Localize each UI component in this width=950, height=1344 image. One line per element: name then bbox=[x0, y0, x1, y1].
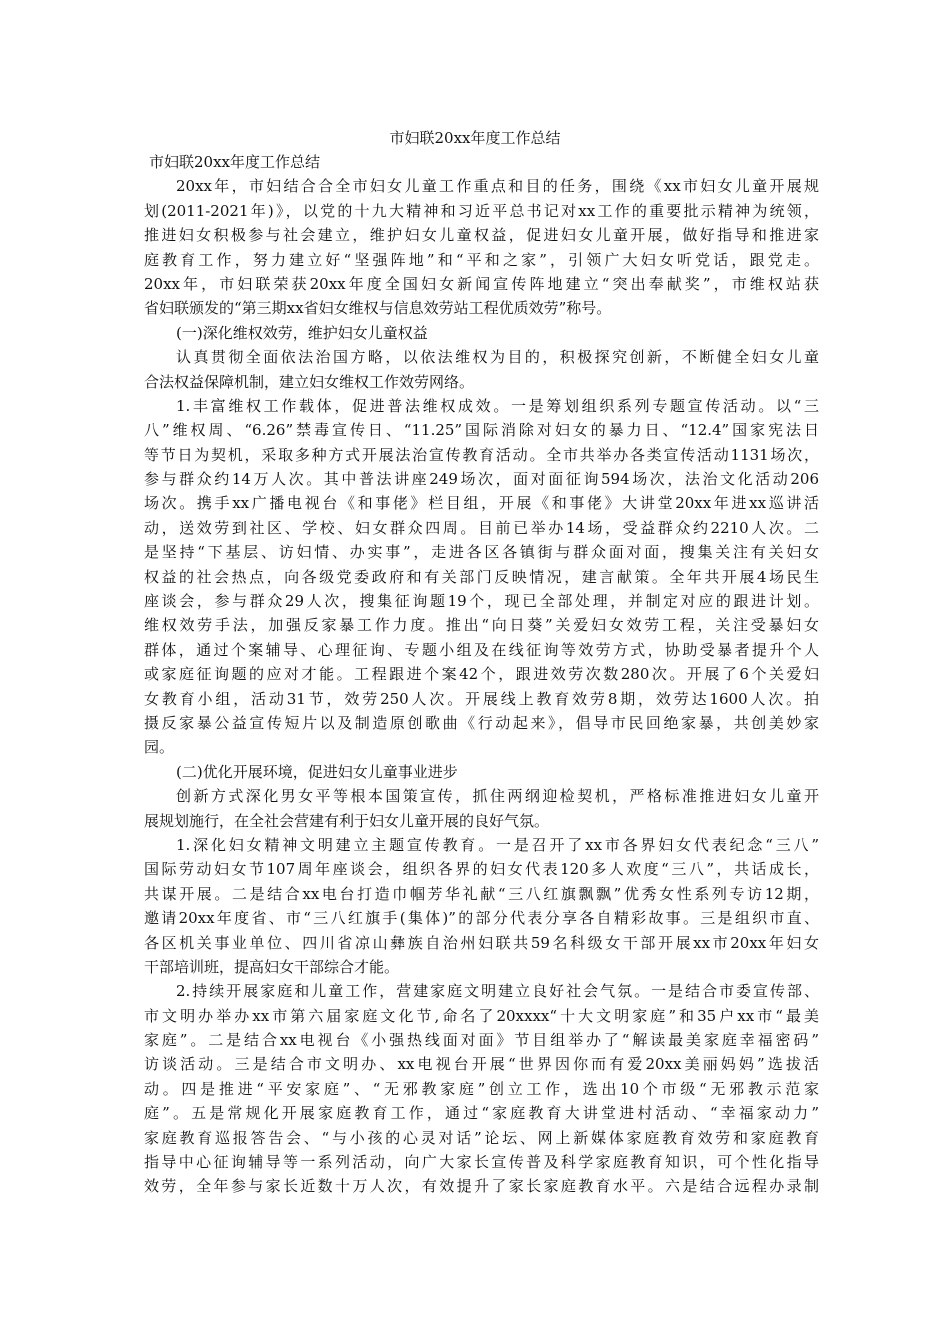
paragraph-line: 场次。携手xx广播电视台《和事佬》栏目组，开展《和事佬》大讲堂20xx年进xx巡讲活 bbox=[144, 494, 819, 513]
paragraph-line: 访谈活动。三是结合市文明办、xx电视台开展“世界因你而有爱20xx美丽妈妈”选拔活 bbox=[144, 1055, 819, 1074]
paragraph-line: 庭教育工作，努力建立好“坚强阵地”和“平和之家”，引领广大妇女听党话，跟党走。 bbox=[144, 250, 819, 269]
paragraph-line: 20xx年，市妇结合合全市妇女儿童工作重点和目的任务，围绕《xx市妇女儿童开展规 bbox=[176, 177, 819, 196]
paragraph-line: 20xx年，市妇联荣获20xx年度全国妇女新闻宣传阵地建立“突出奉献奖”，市维权站获 bbox=[144, 274, 819, 293]
paragraph-line: 2.持续开展家庭和儿童工作，营建家庭文明建立良好社会气氛。一是结合市委宣传部、 bbox=[176, 982, 819, 1001]
paragraph-line: 1.深化妇女精神文明建立主题宣传教育。一是召开了xx市各界妇女代表纪念“三八” bbox=[176, 835, 819, 854]
paragraph-line: 邀请20xx年度省、市“三八红旗手(集体)”的部分代表分享各自精彩故事。三是组织市直、 bbox=[144, 909, 819, 928]
paragraph-line: 摄反家暴公益宣传短片以及制造原创歌曲《行动起来》，倡导市民回绝家暴，共创美妙家 bbox=[144, 713, 819, 732]
paragraph-line: 家庭”。二是结合xx电视台《小强热线面对面》节目组举办了“解读最美家庭幸福密码” bbox=[144, 1031, 819, 1050]
paragraph-line: 划(2011-2021年)》，以党的十九大精神和习近平总书记对xx工作的重要批示精神为统领， bbox=[144, 201, 819, 220]
paragraph-line: 合法权益保障机制，建立妇女维权工作效劳网络。 bbox=[144, 372, 475, 391]
paragraph-line: 八”维权周、“6.26”禁毒宣传日、“11.25”国际消除对妇女的暴力日、“12.4”国家宪法日 bbox=[144, 421, 819, 440]
paragraph-line: 指导中心征询辅导等一系列活动，向广大家长宣传普及科学家庭教育知识，可个性化指导 bbox=[144, 1153, 819, 1172]
paragraph-line: 女教育小组，活动31节，效劳250人次。开展线上教育效劳8期，效劳达1600人次。拍 bbox=[144, 689, 819, 708]
paragraph-line: 各区机关事业单位、四川省凉山彝族自治州妇联共59名科级女干部开展xx市20xx年妇女 bbox=[144, 933, 819, 952]
paragraph-line: 是坚持“下基层、访妇情、办实事”，走进各区各镇街与群众面对面，搜集关注有关妇女 bbox=[144, 543, 819, 562]
paragraph-line: 家庭教育巡报答告会、“与小孩的心灵对话”论坛、网上新媒体家庭教育效劳和家庭教育 bbox=[144, 1128, 819, 1147]
paragraph-line: 座谈会，参与群众29人次，搜集征询题19个，现已全部处理，并制定对应的跟进计划。 bbox=[144, 592, 819, 611]
document-subtitle: 市妇联20xx年度工作总结 bbox=[149, 153, 321, 171]
paragraph-line: 庭”。五是常规化开展家庭教育工作，通过“家庭教育大讲堂进村活动、“幸福家动力” bbox=[144, 1104, 819, 1123]
document-title: 市妇联20xx年度工作总结 bbox=[389, 129, 561, 147]
section-heading: (一)深化维权效劳，维护妇女儿童权益 bbox=[176, 323, 428, 342]
paragraph-line: 动。四是推进“平安家庭”、“无邪教家庭”创立工作，选出10个市级“无邪教示范家 bbox=[144, 1079, 819, 1098]
paragraph-line: 参与群众约14万人次。其中普法讲座249场次，面对面征询594场次，法治文化活动206 bbox=[144, 470, 819, 489]
paragraph-line: 推进妇女积极参与社会建立，维护妇女儿童权益，促进妇女儿童开展，做好指导和推进家 bbox=[144, 226, 819, 245]
paragraph-line: 1.丰富维权工作载体，促进普法维权成效。一是筹划组织系列专题宣传活动。以“三 bbox=[176, 396, 819, 415]
paragraph-line: 动，送效劳到社区、学校、妇女群众四周。目前已举办14场，受益群众约2210人次。二 bbox=[144, 518, 819, 537]
section-heading: (二)优化开展环境，促进妇女儿童事业进步 bbox=[176, 762, 458, 781]
paragraph-line: 展规划施行，在全社会营建有利于妇女儿童开展的良好气氛。 bbox=[144, 811, 550, 830]
paragraph-line: 或家庭征询题的应对才能。工程跟进个案42个，跟进效劳次数280次。开展了6个关爱妇 bbox=[144, 665, 819, 684]
paragraph-line: 干部培训班，提高妇女干部综合才能。 bbox=[144, 957, 400, 976]
paragraph-line: 群体，通过个案辅导、心理征询、专题小组及在线征询等效劳方式，协助受暴者提升个人 bbox=[144, 640, 819, 659]
paragraph-line: 市文明办举办xx市第六届家庭文化节,命名了20xxxx“十大文明家庭”和35户xx市“最美 bbox=[144, 1006, 819, 1025]
paragraph-line: 认真贯彻全面依法治国方略，以依法维权为目的，积极探究创新，不断健全妇女儿童 bbox=[176, 348, 819, 367]
paragraph-line: 等节日为契机，采取多种方式开展法治宣传教育活动。全市共举办各类宣传活动1131场次， bbox=[144, 445, 819, 464]
paragraph-line: 效劳，全年参与家长近数十万人次，有效提升了家长家庭教育水平。六是结合远程办录制 bbox=[144, 1177, 819, 1196]
paragraph-line: 维权效劳手法，加强反家暴工作力度。推出“向日葵”关爱妇女效劳工程，关注受暴妇女 bbox=[144, 616, 819, 635]
paragraph-line: 创新方式深化男女平等根本国策宣传，抓住两纲迎检契机，严格标准推进妇女儿童开 bbox=[176, 787, 819, 806]
paragraph-line: 省妇联颁发的“第三期xx省妇女维权与信息效劳站工程优质效劳”称号。 bbox=[144, 299, 612, 318]
paragraph-line: 园。 bbox=[144, 738, 175, 757]
paragraph-line: 共谋开展。二是结合xx电台打造巾帼芳华礼献“三八红旗飘飘”优秀女性系列专访12期， bbox=[144, 884, 819, 903]
paragraph-line: 权益的社会热点，向各级党委政府和有关部门反映情况，建言献策。全年共开展4场民生 bbox=[144, 567, 819, 586]
paragraph-line: 国际劳动妇女节107周年座谈会，组织各界的妇女代表120多人欢度“三八”，共话成长， bbox=[144, 860, 819, 879]
document-body bbox=[144, 150, 819, 1199]
